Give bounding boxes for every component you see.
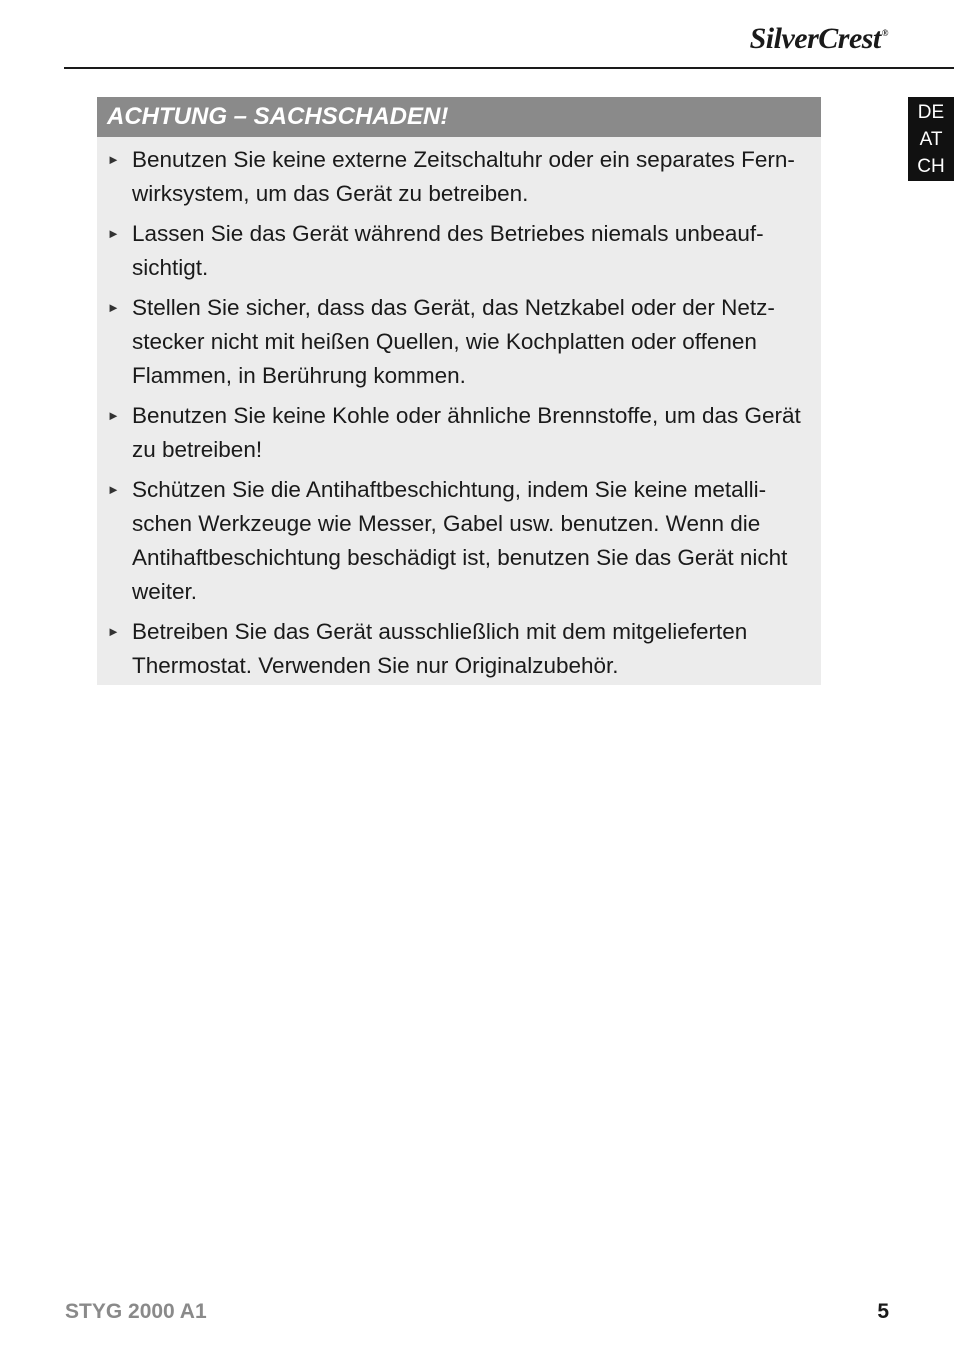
warning-box [97,97,821,685]
brand-name: SilverCrest [749,22,881,55]
list-item [107,399,807,467]
language-code-de: DE [917,101,945,123]
header-divider [64,67,954,69]
list-item-text: Benutzen Sie keine externe Zeitschaltuhr oder ein separates Fern-wirksystem, um das Gerät zu betreiben. [132,147,795,206]
language-code-at: AT [919,128,943,150]
list-item-text: Stellen Sie sicher, dass das Gerät, das Netzkabel oder der Netz-stecker nicht mit heißen Quellen, wie Kochplatten oder offenen Flammen, in Berührung kommen. [132,295,775,388]
triangle-right-icon: ► [107,624,120,639]
triangle-right-icon: ► [107,408,120,423]
brand-logo [750,22,888,56]
page-number: 5 [877,1300,889,1323]
triangle-right-icon: ► [107,226,120,241]
language-code-ch: CH [917,155,945,177]
language-tab [908,97,954,181]
registered-mark: ® [881,28,888,38]
warning-list [97,137,821,683]
list-item-text: Benutzen Sie keine Kohle oder ähnliche Brennstoffe, um das Gerät zu betreiben! [132,403,801,462]
list-item-text: Betreiben Sie das Gerät ausschließlich mit dem mitgelieferten Thermostat. Verwenden Sie nur Originalzubehör. [132,619,748,678]
list-item [107,473,807,609]
triangle-right-icon: ► [107,152,120,167]
triangle-right-icon: ► [107,300,120,315]
footer-model: STYG 2000 A1 [65,1300,207,1323]
list-item [107,291,807,393]
list-item [107,217,807,285]
list-item [107,143,807,211]
list-item-text: Lassen Sie das Gerät während des Betriebes niemals unbeauf-sichtigt. [132,221,764,280]
warning-title: ACHTUNG – SACHSCHADEN! [97,97,821,137]
list-item-text: Schützen Sie die Antihaftbeschichtung, indem Sie keine metalli-schen Werkzeuge wie Messer, Gabel usw. benutzen. Wenn die Antihaftbeschichtung beschädigt ist, benutzen Sie das Gerät nicht weiter. [132,477,788,604]
list-item [107,615,807,683]
triangle-right-icon: ► [107,482,120,497]
